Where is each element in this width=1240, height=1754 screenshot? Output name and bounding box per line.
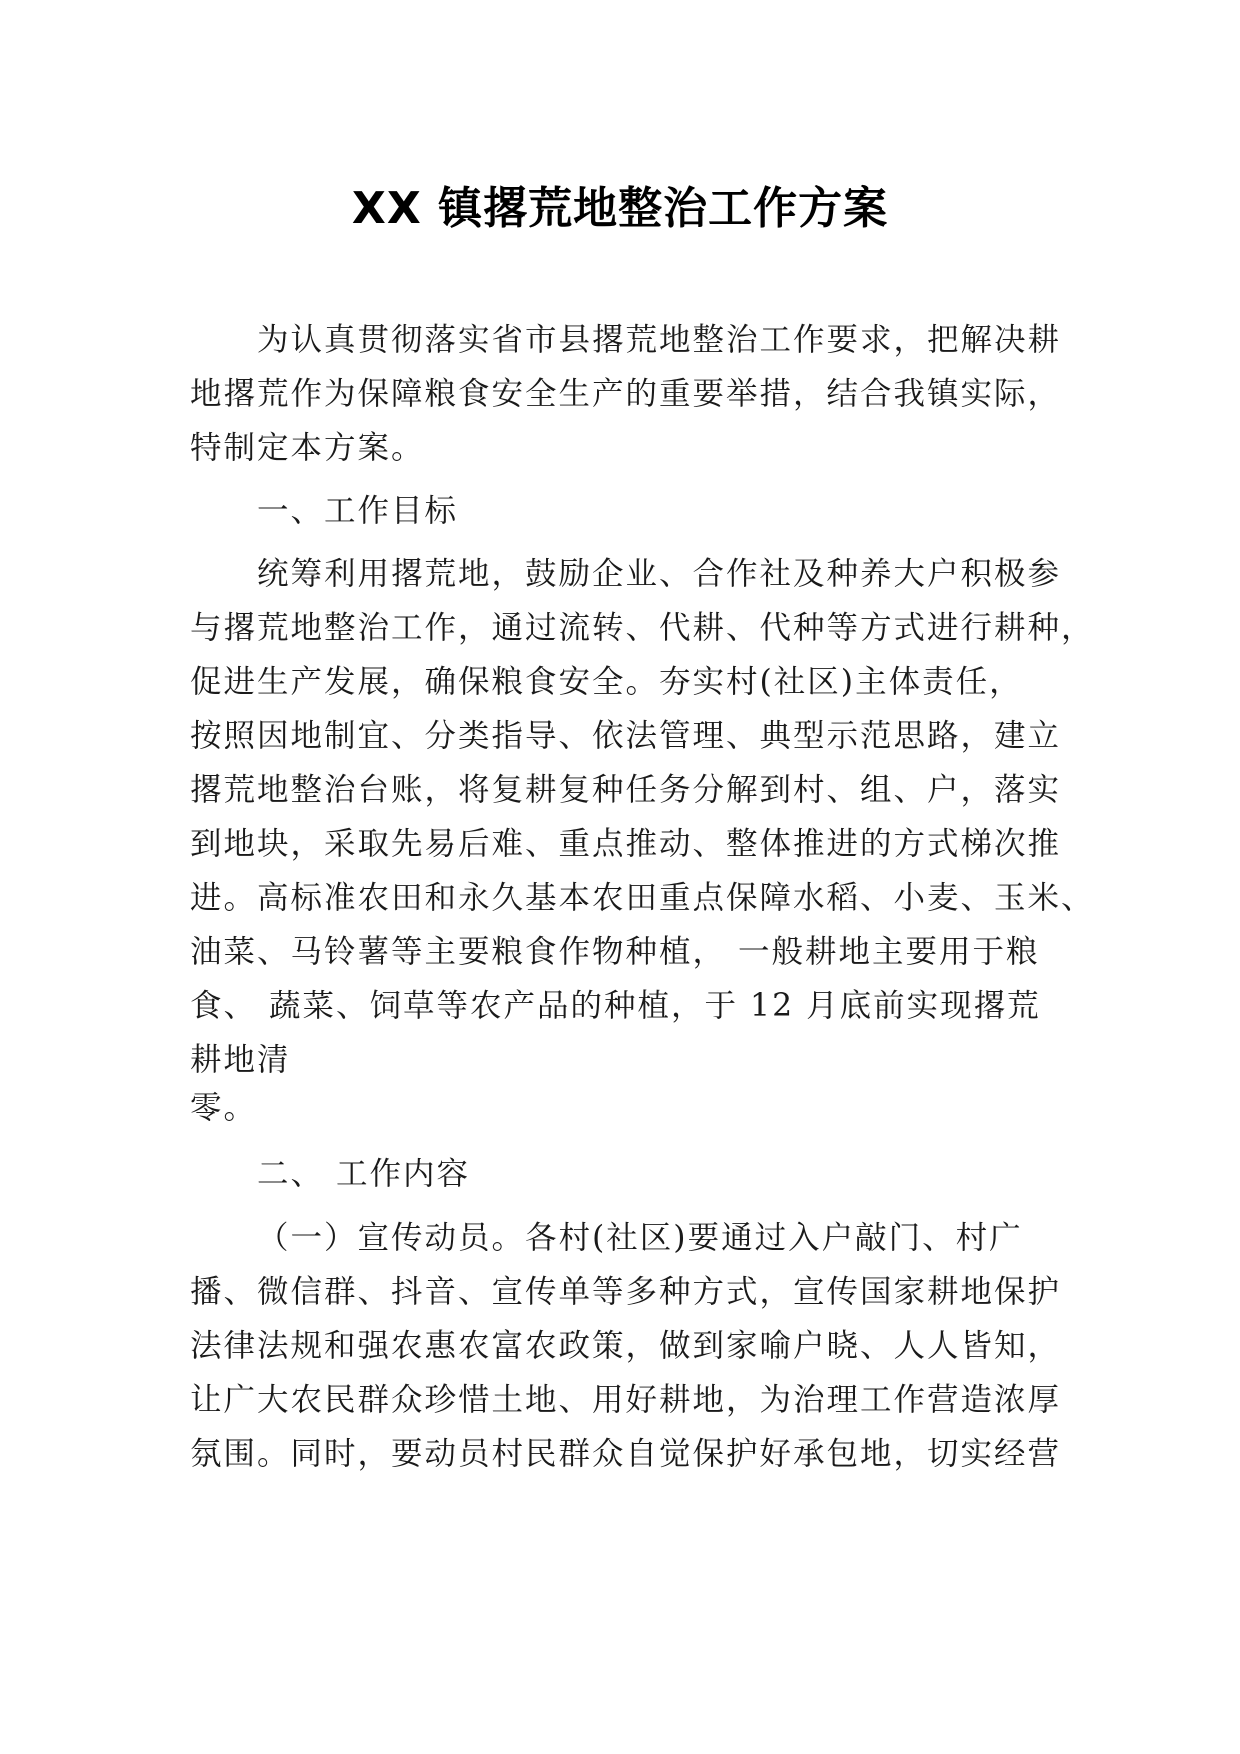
body-line: 氛围。同时，要动员村民群众自觉保护好承包地，切实经营 xyxy=(190,1436,1062,1472)
body-line: 油菜、马铃薯等主要粮食作物种植， 一般耕地主要用于粮 xyxy=(190,934,1040,970)
document-title: XX 镇撂荒地整治工作方案 xyxy=(351,183,889,234)
body-line: 到地块，采取先易后难、重点推动、整体推进的方式梯次推 xyxy=(190,826,1062,862)
body-line: 统筹利用撂荒地，鼓励企业、合作社及种养大户积极参 xyxy=(257,556,1062,592)
body-line: 耕地清 xyxy=(190,1042,291,1078)
section-heading: 一、工作目标 xyxy=(257,493,459,529)
section-heading: 二、 工作内容 xyxy=(257,1156,471,1192)
body-line: 食、 蔬菜、饲草等农产品的种植，于 12 月底前实现撂荒 xyxy=(190,988,1041,1024)
body-line: 进。高标准农田和永久基本农田重点保障水稻、小麦、玉米、 xyxy=(190,880,1095,916)
body-line: 与撂荒地整治工作，通过流转、代耕、代种等方式进行耕种， xyxy=(190,610,1095,646)
body-line: 撂荒地整治台账，将复耕复种任务分解到村、组、户，落实 xyxy=(190,772,1062,808)
body-line: 为认真贯彻落实省市县撂荒地整治工作要求，把解决耕 xyxy=(257,322,1062,358)
body-line: 零。 xyxy=(190,1090,258,1126)
body-line: （一）宣传动员。各村(社区)要通过入户敲门、村广 xyxy=(257,1220,1023,1256)
body-line: 地撂荒作为保障粮食安全生产的重要举措，结合我镇实际， xyxy=(190,376,1062,412)
body-line: 促进生产发展，确保粮食安全。夯实村(社区)主体责任， xyxy=(190,664,1023,700)
body-line: 特制定本方案。 xyxy=(190,430,425,466)
body-line: 法律法规和强农惠农富农政策，做到家喻户晓、人人皆知， xyxy=(190,1328,1062,1364)
body-line: 播、微信群、抖音、宣传单等多种方式，宣传国家耕地保护 xyxy=(190,1274,1062,1310)
body-line: 按照因地制宜、分类指导、依法管理、典型示范思路，建立 xyxy=(190,718,1062,754)
body-line: 让广大农民群众珍惜土地、用好耕地，为治理工作营造浓厚 xyxy=(190,1382,1062,1418)
